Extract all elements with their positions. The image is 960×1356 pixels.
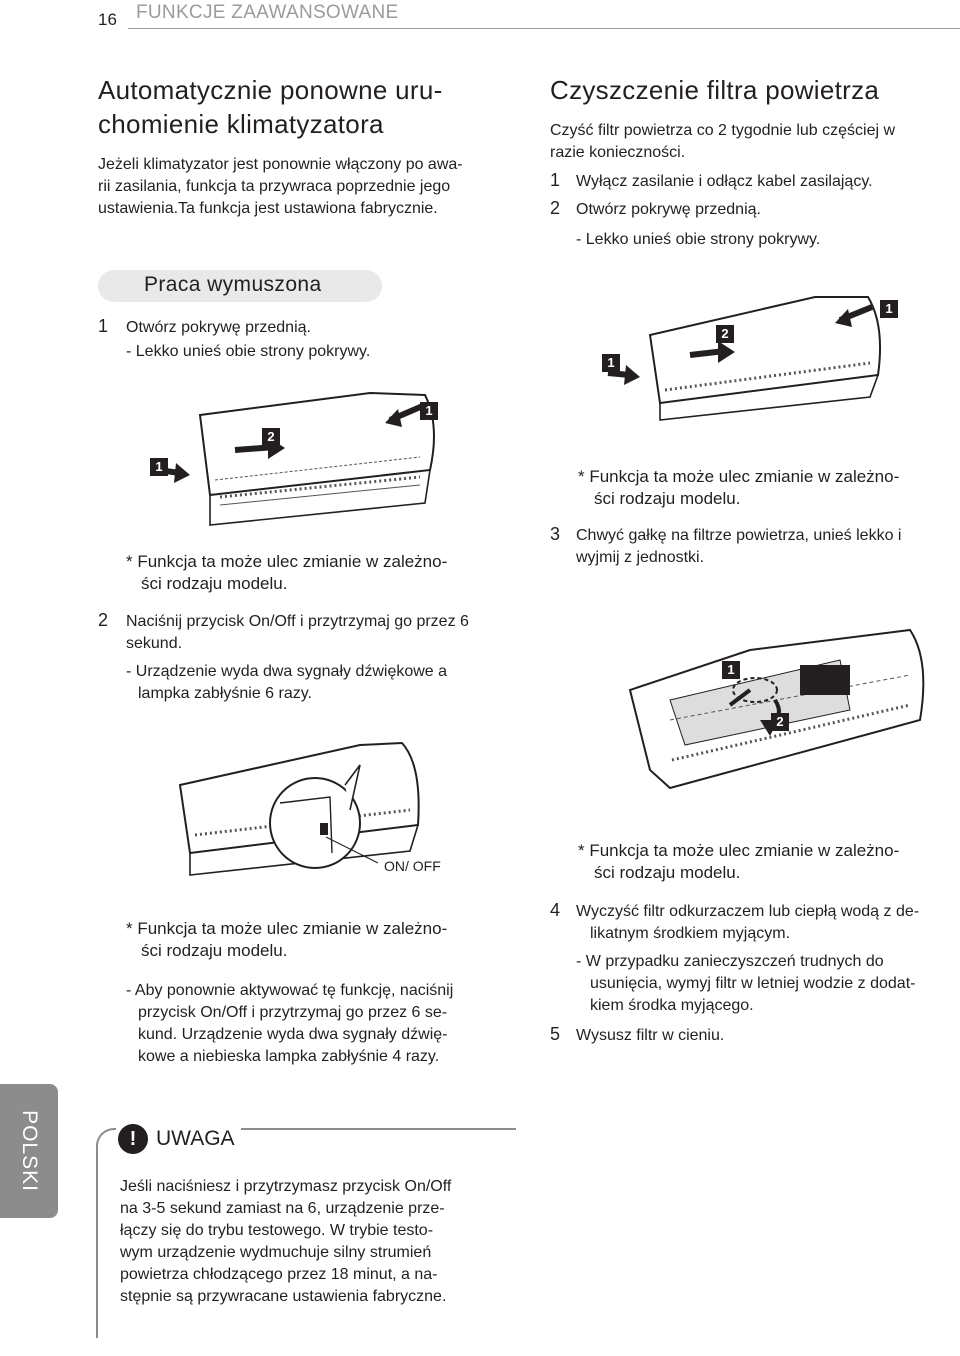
warning-line: stępnie są przywracane ustawienia fabryczne.	[120, 1288, 447, 1305]
ac-open-cover-figure	[600, 275, 930, 425]
marker-1: 1	[420, 402, 438, 420]
reactivate-text: - Aby ponownie aktywować tę funkcję, naciśnij	[126, 982, 454, 999]
forced-step2-sub: - Urządzenie wyda dwa sygnały dźwiękowe a	[126, 663, 448, 680]
warning-line: łączy się do trybu testowego. W trybie testo-	[120, 1222, 434, 1239]
model-note: ści rodzaju modelu.	[594, 863, 741, 882]
page-number: 16	[98, 10, 117, 29]
step-number: 1	[98, 316, 109, 336]
auto-restart-title-line1: Automatycznie ponowne uru-	[98, 75, 443, 105]
filter-step3-text: wyjmij z jednostki.	[576, 549, 705, 566]
warning-text	[120, 1176, 510, 1308]
model-note: * Funkcja ta może ulec zmianie w zależno-	[126, 919, 448, 938]
reactivate-text: kowe a niebieska lampka zabłyśnie 4 razy.	[138, 1048, 440, 1065]
model-note: ści rodzaju modelu.	[141, 574, 288, 593]
forced-operation-heading	[98, 270, 382, 302]
filter-step2-sub: - Lekko unieś obie strony pokrywy.	[576, 231, 821, 248]
auto-restart-body-line: rii zasilania, funkcja ta przywraca poprzednie jego	[98, 178, 451, 195]
step-number: 1	[550, 170, 561, 190]
filter-step4-sub: kiem środka myjącego.	[590, 997, 754, 1014]
filter-step4-text: Wyczyść filtr odkurzaczem lub ciepłą wodą z de-	[576, 903, 920, 920]
filter-step3-text: Chwyć gałkę na filtrze powietrza, unieś lekko i	[576, 527, 902, 544]
warning-line: wym urządzenie wydmuchuje silny strumień	[120, 1244, 432, 1261]
marker-1: 1	[150, 458, 168, 476]
filter-step4-sub: - W przypadku zanieczyszczeń trudnych do	[576, 953, 884, 970]
warning-header	[116, 1124, 241, 1154]
model-note: * Funkcja ta może ulec zmianie w zależno-	[578, 467, 900, 486]
marker-1: 1	[602, 354, 620, 372]
warning-line: na 3-5 sekund zamiast na 6, urządzenie prze-	[120, 1200, 445, 1217]
step-number: 3	[550, 524, 561, 544]
forced-step2-text: sekund.	[126, 635, 183, 652]
step-number: 2	[550, 198, 561, 218]
filter-step4-sub: usunięcia, wymyj filtr w letniej wodzie z dodat-	[590, 975, 916, 992]
model-note: * Funkcja ta może ulec zmianie w zależno-	[578, 841, 900, 860]
filter-intro: razie konieczności.	[550, 144, 686, 161]
warning-line: Jeśli naciśniesz i przytrzymasz przycisk On/Off	[120, 1178, 452, 1195]
forced-step1-sub: - Lekko unieś obie strony pokrywy.	[126, 343, 371, 360]
section-title: FUNKCJE ZAAWANSOWANE	[136, 2, 399, 23]
exclamation-icon: !	[118, 1124, 148, 1154]
forced-step1-text: Otwórz pokrywę przednią.	[126, 319, 311, 336]
marker-2: 2	[262, 428, 280, 446]
language-tab-label: POLSKI	[18, 1110, 41, 1192]
reactivate-text: przycisk On/Off i przytrzymaj go przez 6 se-	[138, 1004, 448, 1021]
step-number: 4	[550, 900, 561, 920]
forced-step2-sub: lampka zabłyśnie 6 razy.	[138, 685, 312, 702]
step-number: 2	[98, 610, 109, 630]
model-note: ści rodzaju modelu.	[594, 489, 741, 508]
auto-restart-title-line2: chomienie klimatyzatora	[98, 109, 384, 139]
model-note: ści rodzaju modelu.	[141, 941, 288, 960]
marker-2: 2	[716, 325, 734, 343]
reactivate-text: kund. Urządzenie wyda dwa sygnały dźwię-	[138, 1026, 448, 1043]
model-note: * Funkcja ta może ulec zmianie w zależno-	[126, 552, 448, 571]
language-tab	[0, 1084, 58, 1218]
step-number: 5	[550, 1024, 561, 1044]
warning-line: powietrza chłodzącego przez 18 minut, a na-	[120, 1266, 438, 1283]
forced-step2-text: Naciśnij przycisk On/Off i przytrzymaj go przez 6	[126, 613, 469, 630]
forced-operation-title: Praca wymuszona	[144, 273, 322, 296]
auto-restart-body-line: Jeżeli klimatyzator jest ponownie włączony po awa-	[98, 156, 463, 173]
ac-open-cover-figure	[140, 385, 460, 535]
marker-1: 1	[880, 300, 898, 318]
marker-2: 2	[771, 713, 789, 731]
marker-1: 1	[722, 661, 740, 679]
auto-restart-body-line: ustawienia.Ta funkcja jest ustawiona fabrycznie.	[98, 200, 438, 217]
filter-removal-figure	[610, 620, 940, 800]
header-divider	[128, 28, 960, 29]
warning-title: UWAGA	[156, 1127, 235, 1150]
filter-step1-text: Wyłącz zasilanie i odłącz kabel zasilający.	[576, 173, 873, 190]
onoff-label: ON/ OFF	[384, 858, 441, 874]
filter-step4-text: likatnym środkiem myjącym.	[590, 925, 791, 942]
filter-intro: Czyść filtr powietrza co 2 tygodnie lub częściej w	[550, 122, 896, 139]
filter-cleaning-title: Czyszczenie filtra powietrza	[550, 75, 880, 105]
filter-step5-text: Wysusz filtr w cieniu.	[576, 1027, 725, 1044]
filter-step2-text: Otwórz pokrywę przednią.	[576, 201, 761, 218]
